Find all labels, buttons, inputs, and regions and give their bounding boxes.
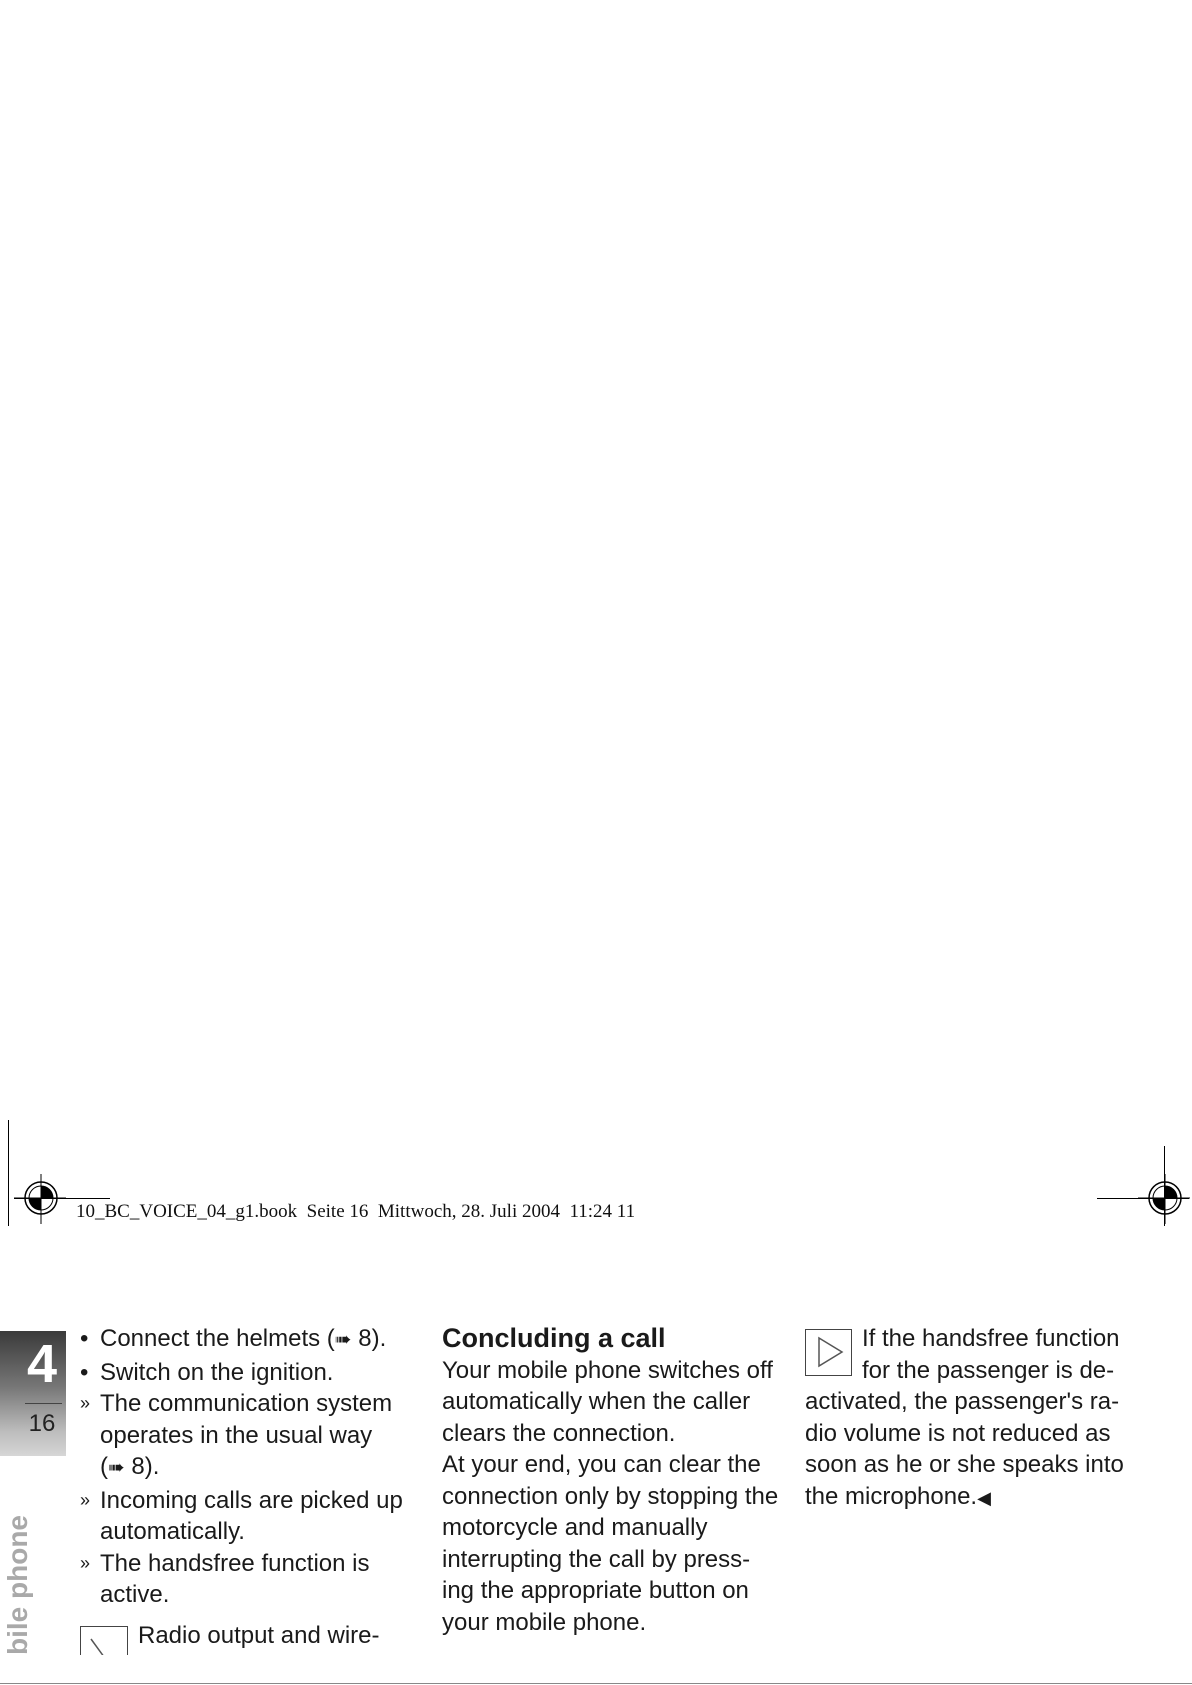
note-box-partial <box>80 1620 420 1655</box>
registration-mark-left-icon <box>14 1174 66 1226</box>
list-item-text: The communication system <box>100 1390 393 1417</box>
note-text: If the handsfree function for the passenger is de-activated, the passenger's ra-dio volume is not reduced as soon as he or she speaks into the microphone. <box>805 1325 1124 1510</box>
instruction-list <box>80 1323 420 1611</box>
right-column <box>805 1323 1150 1514</box>
paragraph: At your end, you can clear the connection only by stopping the motorcycle and manually interrupting the call by press-ing the appropriate button on your mobile phone. <box>442 1451 779 1636</box>
print-header: 10_BC_VOICE_04_g1.book Seite 16 Mittwoch, 28. Juli 2004 11:24 11 <box>76 1201 636 1222</box>
chapter-number: 4 <box>26 1334 58 1394</box>
section-label: bile phone <box>2 1515 33 1655</box>
paragraph: Your mobile phone switches off automatically when the caller clears the connection. <box>442 1356 773 1447</box>
triangle-right-icon <box>805 1329 852 1376</box>
result-marker: » <box>80 1552 91 1573</box>
list-item <box>80 1485 420 1548</box>
section-heading: Concluding a call <box>442 1323 666 1353</box>
crop-mark-left-vertical <box>8 1120 9 1226</box>
list-item-text: The handsfree function is <box>100 1549 370 1577</box>
cross-reference-arrow-icon: ➠ <box>334 1329 352 1351</box>
end-of-section-icon: ◀ <box>977 1487 991 1508</box>
cross-reference-arrow-icon: ➠ <box>108 1457 125 1479</box>
list-item-text: Switch on the ignition. <box>100 1358 334 1386</box>
list-item <box>80 1323 420 1357</box>
left-column <box>80 1323 420 1611</box>
note-pen-icon <box>80 1626 128 1655</box>
chapter-tab-divider <box>25 1403 62 1404</box>
list-item-text: Connect the helmets ( <box>100 1325 335 1352</box>
result-marker: » <box>80 1393 91 1413</box>
list-item <box>80 1357 420 1389</box>
bullet-marker: • <box>80 1325 89 1352</box>
result-marker: » <box>80 1489 91 1510</box>
cross-reference-page: 8). <box>351 1325 387 1352</box>
bottom-trim-line <box>0 1683 1192 1684</box>
list-item-text: Incoming calls are picked up <box>100 1486 403 1514</box>
cross-reference-page: 8). <box>124 1453 160 1480</box>
list-item <box>80 1548 420 1611</box>
page-number: 16 <box>28 1410 56 1437</box>
middle-column <box>442 1323 782 1638</box>
note-text: Radio output and wire- <box>138 1622 380 1649</box>
list-item-text: operates in the usual way <box>100 1421 373 1449</box>
list-item-text: ( <box>100 1453 108 1480</box>
list-item <box>80 1388 420 1485</box>
list-item-text: active. <box>100 1581 170 1608</box>
list-item-text: automatically. <box>100 1518 245 1545</box>
registration-mark-right-icon <box>1138 1174 1190 1226</box>
bullet-marker: • <box>80 1358 89 1386</box>
